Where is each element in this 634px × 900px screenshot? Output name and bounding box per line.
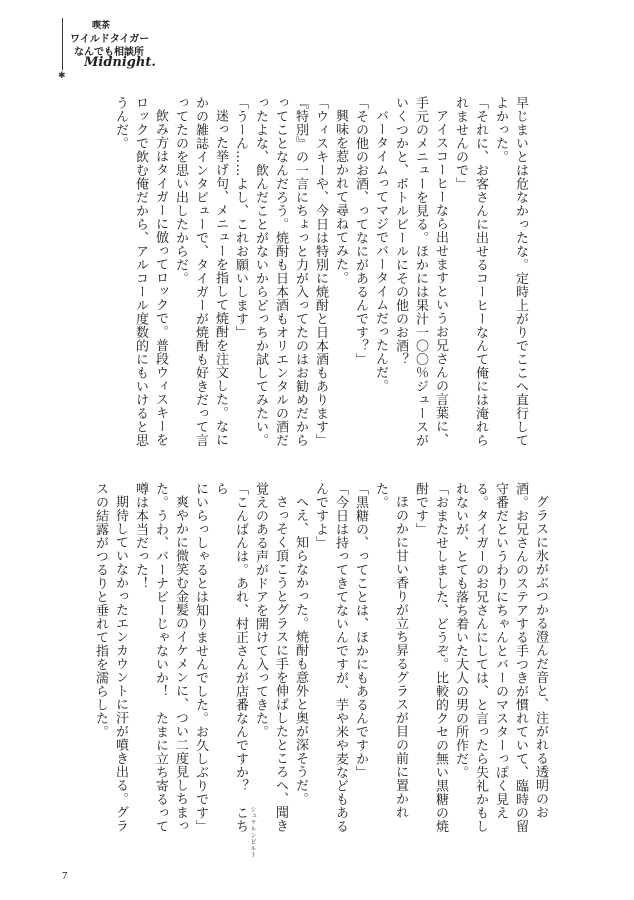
paragraph: 「それに、お客さんに出せるコーヒーなんて俺には淹れられませんので」: [453, 96, 488, 447]
ruby-reading: シュテルンビルト: [249, 806, 256, 858]
header-title-consultation: なんでも相談所: [74, 47, 144, 58]
page-number: 7: [62, 870, 68, 882]
paragraph: 『特別』の一言にちょっと力が入ってたのはお勧めだからってことなんだろう。焼酎も日本酒もオリエンタルの酒だったよな、飲んだことがないからどっちか試してみたい。: [253, 96, 308, 447]
top-text-column: [80, 96, 530, 456]
paragraph: さっそく頂こうとグラスに手を伸ばしたところへ、聞き覚えのある声がドアを開けて入ってきた。: [253, 482, 288, 833]
paragraph: 「おまたせしました、どうぞ。比較的クセの無い黒糖の焼酎です」: [413, 482, 448, 833]
paragraph: 「今日は持ってきてないんですが、芋や米や麦などもあるんですよ」: [313, 482, 348, 833]
header-rule: [62, 18, 63, 70]
running-header: [58, 18, 182, 88]
paragraph: 「黒糖の、ってことは、ほかにもあるんですか」: [353, 482, 368, 779]
paragraph: 興味を惹かれて尋ねてみた。: [333, 109, 348, 285]
paragraph: アイスコーヒーなら出せますというお兄さんの言葉に、手元のメニューを見る。ほかには果汁一〇〇％ジュースがいくつかと、ボトルビールにその他のお酒？: [393, 96, 448, 447]
paragraph: 「うーん……よし、これお願いします」: [233, 96, 248, 339]
dialogue-segment: 「こんばんは。あれ、村正さんが店番なんですか？: [233, 482, 248, 806]
paragraph: 飲み方はタイガーに倣ってロックで。普段ウィスキーをロックで飲む俺だから、アルコール度数的にもいけると思うんだ。: [113, 96, 168, 447]
paragraph: 「ウィスキーや、今日は特別に焼酎と日本酒もあります」: [313, 96, 328, 447]
paragraph: へえ、知らなかった。焼酎も意外と奥が深そうだ。: [293, 495, 308, 806]
paragraph: バータイムってマジでバータイムだったんだ。: [373, 109, 388, 393]
header-cafe-label: 喫茶: [92, 21, 111, 31]
paragraph: 早じまいとは危なかったな。定時上がりでここへ直行してよかった。: [493, 96, 528, 447]
paragraph: 「その他のお酒、ってなにがあるんです？」: [353, 96, 368, 366]
paragraph: 期待していなかったエンカウントに汗が噴き出る。グラスの結露がつるりと垂れて指を濡らした。: [93, 482, 128, 833]
dialogue-segment: にいらっしゃるとは知りませんでした。お久しぶりです」: [193, 482, 208, 833]
paragraph-with-ruby: [190, 482, 256, 858]
ruby-base: こちら: [213, 482, 248, 833]
paragraph: 迷った挙げ句、メニューを指して焼酎を注文した。なにかの雑誌インタビューで、タイガーが焼酎も好きだって言ってたのを思い出したからだ。: [173, 96, 228, 447]
header-title-wild-tiger: ワイルドタイガー: [70, 34, 150, 45]
bottom-text-column: [80, 482, 550, 858]
header-star-icon: ✱: [58, 71, 66, 81]
header-title-midnight: Midnight.: [84, 55, 156, 70]
paragraph: 爽やかに微笑む金髪のイケメンに、つい二度見しちまった。うわ、バーナビーじゃないか！ たまに立ち寄るって噂は本当だった！: [133, 482, 188, 833]
paragraph: ほのかに甘い香りが立ち昇るグラスが目の前に置かれた。: [373, 482, 408, 819]
paragraph: グラスに氷がぶつかる澄んだ音と、注がれる透明のお酒。お兄さんのステアする手つきが慣れていて、臨時の留守番だというわりにちゃんとバーのマスターっぽく見える。タイガーのお兄さんにしては、と言ったら失礼かもしれないが、とても落ち着いた大人の男の所作だ。: [453, 482, 548, 833]
